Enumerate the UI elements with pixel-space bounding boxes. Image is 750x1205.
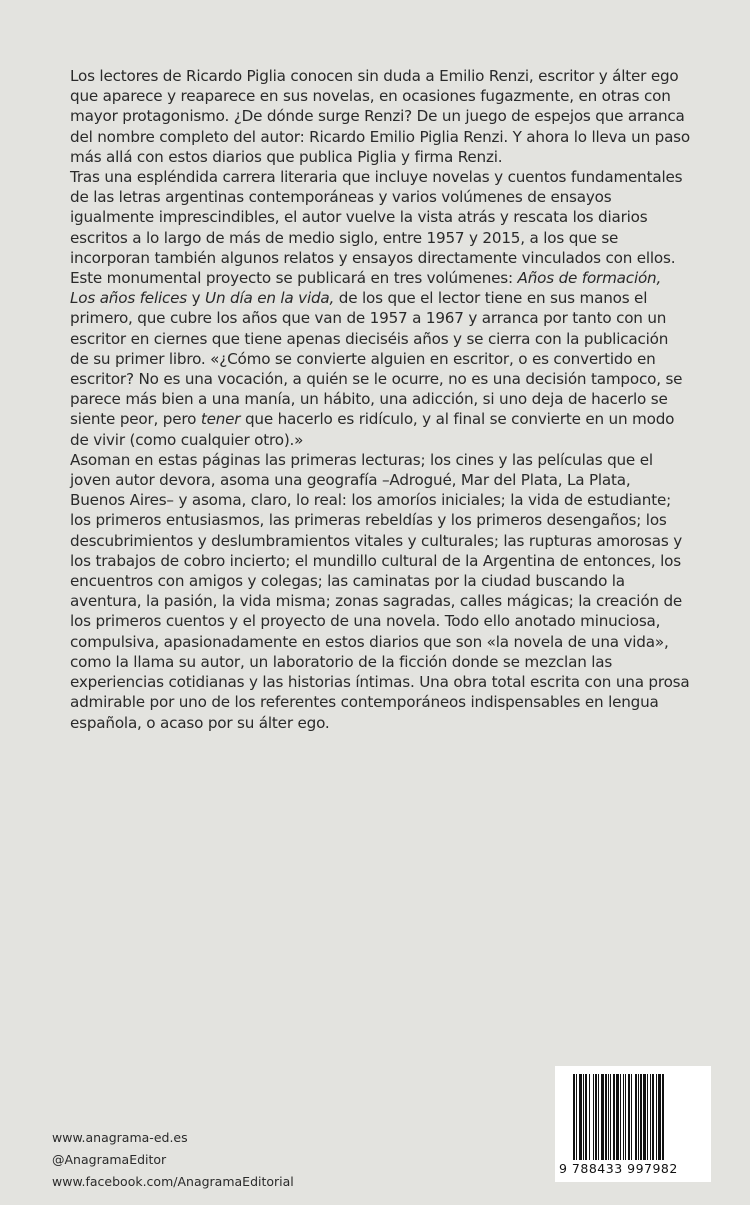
blurb-p3-text-d: que hacerlo es ridículo, y al final se convierte en un modo de vivir (como cualquier otro).» (70, 410, 675, 449)
blurb-paragraph-3 (70, 268, 690, 450)
publisher-facebook: www.facebook.com/AnagramaEditorial (52, 1174, 294, 1189)
book-title-volume-3: Un día en la vida, (205, 289, 335, 308)
isbn-digits: 9 788433 997982 (559, 1161, 678, 1176)
publisher-contacts (52, 1127, 294, 1193)
back-cover-blurb (70, 66, 690, 733)
blurb-p3-text-b: y (187, 289, 206, 308)
publisher-twitter: @AnagramaEditor (52, 1152, 167, 1167)
blurb-paragraph-4: Asoman en estas páginas las primeras lecturas; los cines y las películas que el joven autor devora, asoma una geografía –Adrogué, Mar del Plata, La Plata, Buenos Aires– y asoma, claro, lo real: los amoríos iniciales; la vida de estudiante; los primeros entusiasmos, las primeras rebeldías y los primeros desengaños; los descubrimientos y deslumbramientos vitales y culturales; las rupturas amorosas y los trabajos de cobro incierto; el mundillo cultural de la Argentina de entonces, los encuentros con amigos y colegas; las caminatas por la ciudad buscando la aventura, la pasión, la vida misma; zonas sagradas, calles mágicas; la creación de los primeros cuentos y el proyecto de una novela. Todo ello anotado minuciosa, compulsiva, apasionadamente en estos diarios que son «la novela de una vida», como la llama su autor, un laboratorio de la ficción donde se mezclan las experiencias cotidianas y las historias íntimas. Una obra total escrita con una prosa admirable por uno de los referentes contemporáneos indispensables en lengua española, o acaso por su álter ego. (70, 450, 690, 732)
publisher-website: www.anagrama-ed.es (52, 1130, 188, 1145)
blurb-p3-text-a: Este monumental proyecto se publicará en tres volúmenes: (70, 269, 518, 288)
blurb-paragraph-2: Tras una espléndida carrera literaria que incluye novelas y cuentos fundamentales de las letras argentinas contemporáneas y varios volúmenes de ensayos igualmente imprescindibles, el autor vuelve la vista atrás y rescata los diarios escritos a lo largo de más de medio siglo, entre 1957 y 2015, a los que se incorporan también algunos relatos y ensayos directamente vinculados con ellos. (70, 168, 683, 267)
barcode-bars (573, 1074, 699, 1160)
book-title-volumes-1-2: Años de formación, Los años felices (70, 269, 662, 308)
isbn-barcode (555, 1066, 711, 1182)
blurb-paragraph-1: Los lectores de Ricardo Piglia conocen sin duda a Emilio Renzi, escritor y álter ego que aparece y reaparece en sus novelas, en ocasiones fugazmente, en otras con mayor protagonismo. ¿De dónde surge Renzi? De un juego de espejos que arranca del nombre completo del autor: Ricardo Emilio Piglia Renzi. Y ahora lo lleva un paso más allá con estos diarios que publica Piglia y firma Renzi. (70, 67, 690, 166)
barcode-space (664, 1074, 665, 1160)
blurb-p3-text-c: de los que el lector tiene en sus manos el primero, que cubre los años que van de 1957 a 1967 y arranca por tanto con un escritor en ciernes que tiene apenas dieciséis años y se cierra con la publicación de su primer libro. «¿Cómo se convierte alguien en escritor, o es convertido en escritor? No es una vocación, a quién se le ocurre, no es una decisión tampoco, se parece más bien a una manía, un hábito, una adicción, si uno deja de hacerlo se siente peor, pero (70, 289, 683, 429)
emphasis-tener: tener (200, 410, 241, 429)
